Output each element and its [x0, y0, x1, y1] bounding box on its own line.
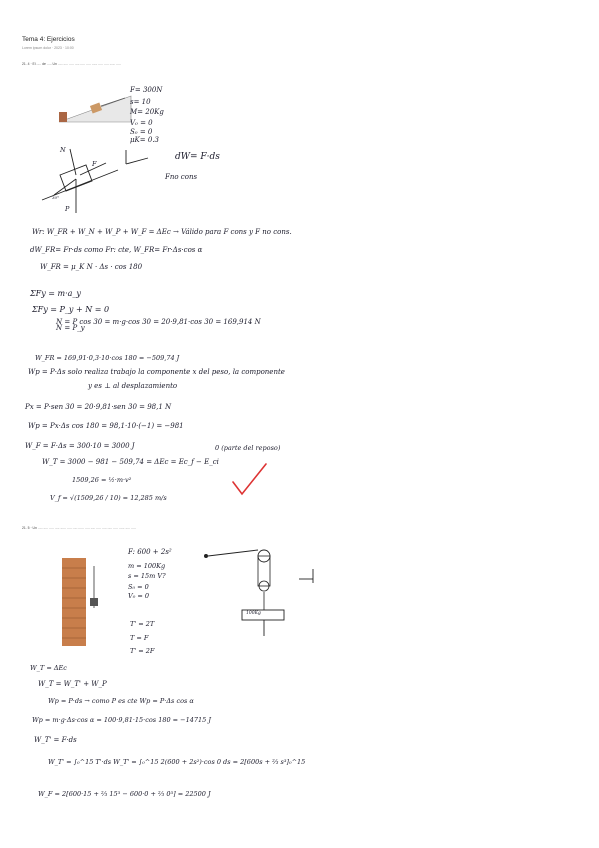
given-6: μK= 0.3	[130, 136, 160, 144]
p1-line-7: N = P cos 30 = m·g·cos 30 = 20·9,81·cos 30 = 169,914 N	[56, 318, 261, 326]
p2-line-7: W_F = 2[600·15 + ⅔ 15³ − 600·0 + ⅔ 0³] = 22500 J	[38, 790, 211, 798]
p1-line-13: W_F = F·Δs = 300·10 = 3000 J	[25, 442, 135, 450]
p1-line-8: W_FR = 169,91·0,3·10·cos 180 = −509,74 J	[35, 354, 180, 362]
p1-line-12: Wp = Px·Δs cos 180 = 98,1·10·(−1) = −981	[28, 422, 184, 430]
axes-icon	[122, 148, 152, 168]
p1-line-3: W_FR = μ_K N · Δs · cos 180	[40, 263, 143, 271]
p2-given-5: V₀ = 0	[128, 592, 150, 600]
given-3: M= 20Kg	[130, 108, 164, 116]
box-label: 100Kg	[246, 611, 261, 616]
axes-icon-2	[295, 565, 325, 587]
label-n: N	[60, 146, 66, 154]
p1-line-2: dW_FR= Fr·ds como Fr: cte, W_FR= Fr·Δs·cos α	[30, 246, 203, 254]
check-icon	[230, 460, 270, 500]
p1-line-6: N = P_y	[56, 324, 85, 332]
incline-photo	[55, 88, 135, 124]
p2-given-2: m = 100Kg	[128, 562, 166, 570]
p1-note: 0 (parte del reposo)	[215, 444, 281, 452]
p1-line-1: Wr: W_FR + W_N + W_P + W_F = ΔEc → Válido para F cons y F no cons.	[32, 228, 292, 236]
p1-line-16: V_f = √(1509,26 / 10) = 12,285 m/s	[50, 494, 167, 502]
p2-given-1: F: 600 + 2s²	[128, 548, 172, 556]
given-2: s= 10	[130, 98, 151, 106]
free-body-diagram-1	[40, 145, 120, 220]
p2-line-4: Wp = m·g·Δs·cos α = 100·9,81·15·cos 180 = −14715 J	[32, 716, 211, 724]
problem2-statement: 21. 5 · Un ..... ..... ..... ..... ...... ..... ..... ...... ..... ..... ..... ..... ..... ..... ...... ..... .....	[22, 526, 136, 530]
tension-1: T' = 2T	[130, 620, 155, 628]
brick-photo	[62, 558, 107, 646]
pulley-diagram	[200, 542, 290, 642]
page-subtitle: Lorem ipsum dolor · 2023 · 10:00	[22, 46, 74, 50]
tension-2: T = F	[130, 634, 149, 642]
given-5: S₀ = 0	[130, 128, 153, 136]
p1-line-14: W_T = 3000 − 981 − 509,74 = ΔEc = Ec_f − E_ci	[42, 458, 219, 466]
work-definition: dW= F·ds	[175, 152, 220, 162]
p2-line-1: W_T = ΔEc	[30, 664, 67, 672]
p1-line-9: Wp = P·Δs solo realiza trabajo la componente x del peso, la componente	[28, 368, 285, 376]
fnc-label: Fno cons	[165, 173, 198, 181]
p1-line-10: y es ⊥ al desplazamiento	[88, 382, 178, 390]
given-4: V₀ = 0	[130, 119, 153, 127]
p2-line-2: W_T = W_T' + W_P	[38, 680, 107, 688]
label-angle: 30°	[52, 195, 60, 200]
p2-line-3: Wp = P·ds → como P es cte Wp = P·Δs cos α	[48, 697, 194, 705]
p2-line-6: W_T' = ∫₀^15 T'·ds W_T' = ∫₀^15 2(600 + 2s²)·cos 0 ds = 2[600s + ⅔ s³]₀^15	[48, 758, 306, 766]
p1-line-15: 1509,26 = ½·m·v²	[72, 476, 132, 484]
label-p: P	[65, 205, 70, 213]
p1-line-5: ΣFy = P_y + N = 0	[32, 305, 110, 314]
page-title: Tema 4: Ejercicios	[22, 36, 75, 43]
p2-given-3: s = 15m V?	[128, 572, 166, 580]
p1-line-4: ΣFy = m·a_y	[30, 289, 81, 298]
p2-given-4: S₀ = 0	[128, 583, 149, 591]
p1-line-11: Px = P·sen 30 = 20·9,81·sen 30 = 98,1 N	[25, 403, 172, 411]
p2-line-5: W_T' = F·ds	[34, 736, 77, 744]
tension-3: T' = 2F	[130, 647, 155, 655]
problem1-statement: 21. 4 · El ..... de ..... Un ..... ..... ..... ..... ..... ..... ...... ..... ..... ...... .....	[22, 62, 121, 66]
label-f: F	[92, 160, 97, 168]
given-1: F= 300N	[130, 86, 163, 94]
